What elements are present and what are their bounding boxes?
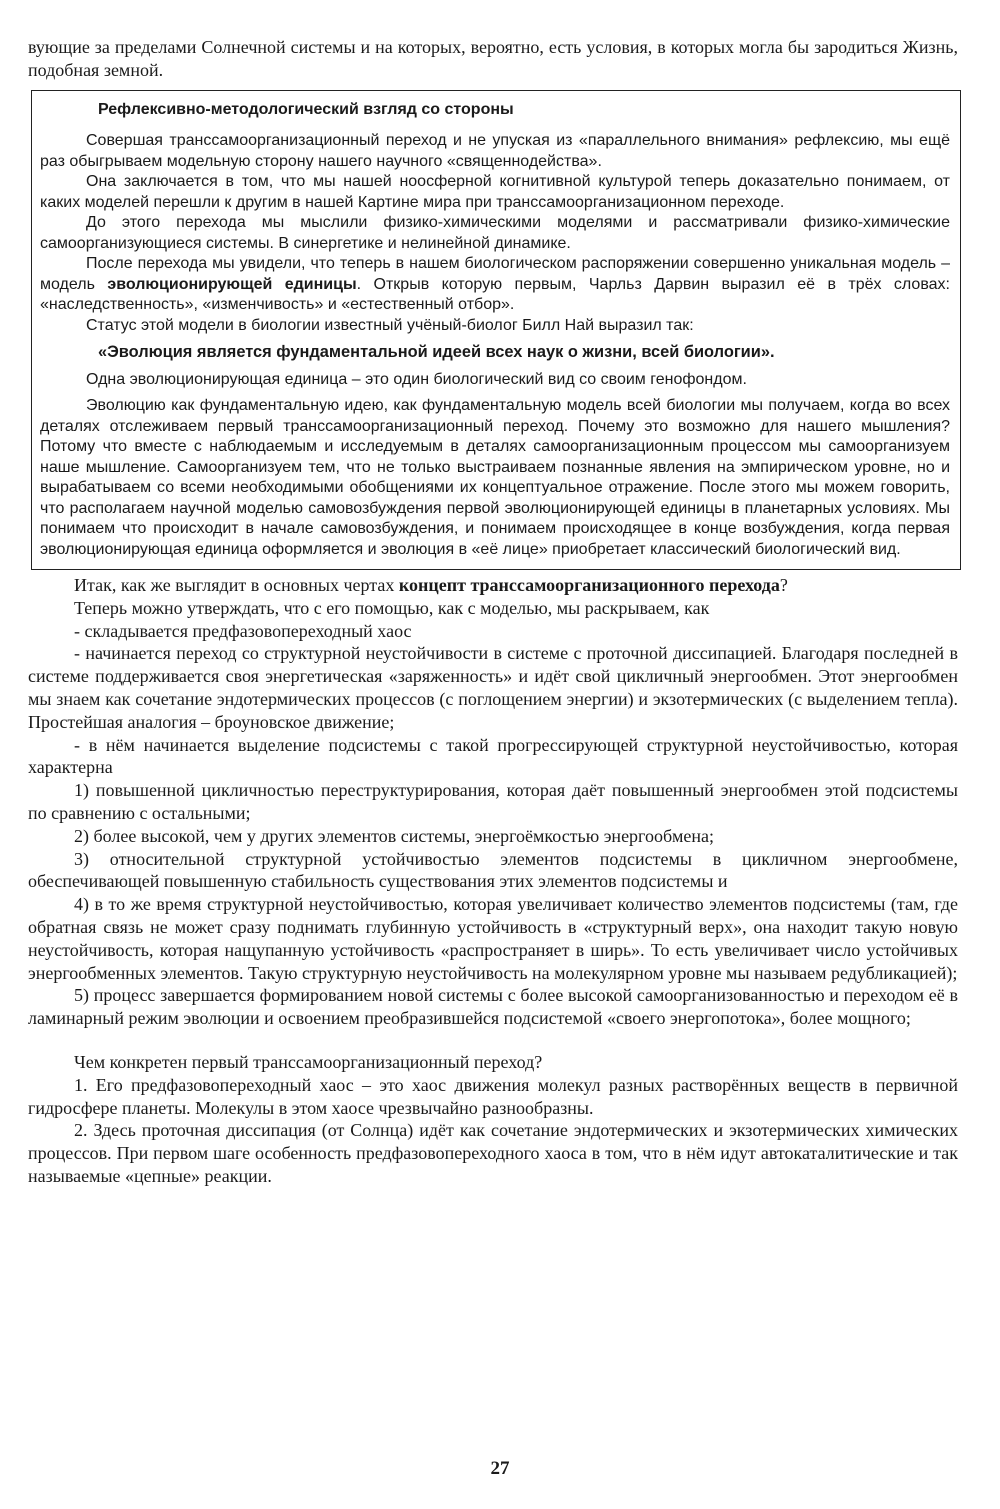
main-p1-text-1: Итак, как же выглядит в основных чертах — [74, 575, 399, 596]
page-content — [28, 36, 958, 1188]
main-text — [28, 574, 958, 1188]
page-number: 27 — [490, 1458, 510, 1479]
box-paragraph-2: Она заключается в том, что мы нашей ноосферной когнитивной культурой теперь доказательно понимаем, от каких моделей перешли к другим в нашей Картине мира при транссамоорганизационном переходе. — [40, 173, 950, 211]
main-p1-text-2: ? — [779, 575, 788, 596]
box-p4-text-1: После перехода мы увидели, что теперь в нашем биологическом распоряжении совершенно уникальная модель – модель — [40, 255, 950, 293]
box-paragraph-3: До этого перехода мы мыслили физико-химическими моделями и рассматривали физико-химические самоорганизующиеся системы. В синергетике и нелинейной динамике. — [40, 214, 950, 252]
numbered-item-1: 1) повышенной цикличностью переструктурирования, которая даёт повышенный энергообмен этой подсистемы по сравнению с остальными; — [28, 780, 958, 824]
answer-item-1: 1. Его предфазовопереходный хаос – это хаос движения молекул разных растворённых веществ в первичной гидросфере планеты. Молекулы в этом хаосе чрезвычайно разнообразны. — [28, 1074, 958, 1118]
numbered-item-2: 2) более высокой, чем у других элементов системы, энергоёмкостью энергообмена; — [74, 825, 714, 846]
reflexive-methodological-box — [31, 90, 961, 571]
box-quote: «Эволюция является фундаментальной идеей всех наук о жизни, всей биологии». — [98, 343, 775, 362]
answer-item-2: 2. Здесь проточная диссипация (от Солнца) идёт как сочетание эндотермических и экзотермических химических процессов. При первом шаге особенность предфазовопереходного хаоса в том, что в нём идут автокаталитические и так называемые «цепные» реакции. — [28, 1120, 958, 1187]
numbered-item-5: 5) процесс завершается формированием новой системы с более высокой самоорганизованностью и переходом её в ламинарный режим эволюции и освоением преобразившейся подсистемой «своего энергопотока», более мощного; — [28, 985, 958, 1029]
question-paragraph: Чем конкретен первый транссамоорганизационный переход? — [74, 1052, 543, 1073]
intro-paragraph — [28, 36, 958, 82]
list-item-chaos: - складывается предфазовопереходный хаос — [74, 620, 412, 641]
box-paragraph-1: Совершая транссамоорганизационный переход и не упуская из «параллельного внимания» рефлексию, мы ещё раз обыгрываем модельную сторону нашего научного «священнодейства». — [40, 132, 950, 170]
box-paragraph-5: Статус этой модели в биологии известный учёный-биолог Билл Най выразил так: — [86, 316, 694, 334]
numbered-item-3: 3) относительной структурной устойчивостью элементов подсистемы в цикличном энергообмене, обеспечивающей повышенную стабильность существования этих элементов подсистемы и — [28, 848, 958, 892]
main-paragraph-2: Теперь можно утверждать, что с его помощью, как с моделью, мы раскрываем, как — [74, 597, 710, 618]
list-item-subsystem: - в нём начинается выделение подсистемы с такой прогрессирующей структурной неустойчивостью, которая характерна — [28, 734, 958, 778]
main-paragraph-1 — [28, 574, 958, 597]
box-paragraph-7: Эволюцию как фундаментальную идею, как фундаментальную модель всей биологии мы получаем, когда во всех деталях отслеживаем первый транссамоорганизационный переход. Почему это возможно для нашего мышления? Потому что вместе с наблюдаемым и исследуемым в деталях самоорганизационным процессом мы самоорганизуем наше мышление. Самоорганизуем тем, что не только выстраиваем познанные явления на эмпирическом уровне, но и вырабатываем со всеми необходимыми обобщениями их концептуальное отражение. После этого мы можем говорить, что располагаем научной моделью самовозбуждения первой эволюционирующей единицы в планетарных условиях. Мы понимаем что происходит в начале самовозбуждения, и понимаем происходящее в конце возбуждения, когда первая эволюционирующая единица оформляется и эволюция в «её лице» приобретает классический биологический вид. — [40, 397, 950, 558]
box-title: Рефлексивно-методологический взгляд со стороны — [98, 100, 514, 118]
list-item-transition: - начинается переход со структурной неустойчивости в системе с проточной диссипацией. Благодаря последней в системе поддерживается своя энергетическая «заряженность» и идёт свой цикличный энергообмен. Этот энергообмен мы знаем как сочетание эндотермических процессов (с поглощением энергии) и экзотермических (с выделением тепла). Простейшая аналогия – броуновское движение; — [28, 643, 958, 732]
box-paragraph-4 — [40, 254, 950, 316]
numbered-item-4: 4) в то же время структурной неустойчивостью, которая увеличивает количество элементов подсистемы (там, где обратная связь не может сразу поднимать глубинную устойчивость в «структурный верх», она находит такую новую неустойчивость, которая нащупанную устойчивость «распространяет в ширь». То есть увеличивает число устойчивых энергообменных элементов. Такую структурную неустойчивость на молекулярном уровне мы называем редубликацией); — [28, 894, 958, 983]
box-p4-text-2: . Открыв которую первым, Чарльз Дарвин выразил её в трёх словах: «наследственность», «изменчивость» и «естественный отбор». — [40, 275, 950, 314]
box-p4-bold: эволюционирующей единицы — [107, 275, 357, 293]
intro-text: вующие за пределами Солнечной системы и на которых, вероятно, есть условия, в которых могла бы зародиться Жизнь, подобная земной. — [28, 37, 958, 80]
main-p1-bold: концепт транссамоорганизационного перехода — [398, 575, 780, 596]
box-paragraph-6: Одна эволюционирующая единица – это один биологический вид со своим генофондом. — [86, 370, 747, 388]
